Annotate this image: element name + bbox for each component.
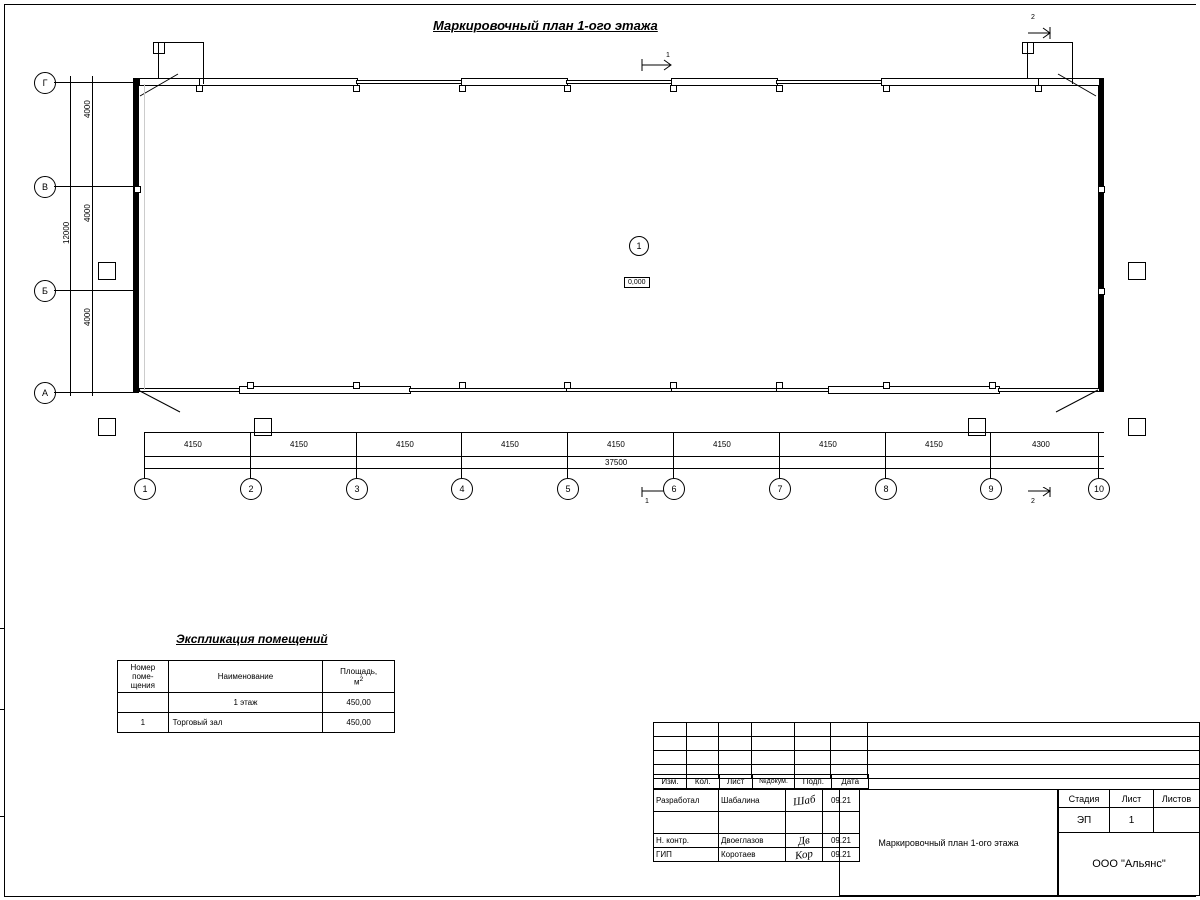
section-mark-1-top — [640, 56, 674, 76]
dim-chain-h-2 — [144, 456, 1104, 457]
explication-title: Экспликация помещений — [176, 632, 328, 646]
axis-circle-h-3: 4 — [451, 478, 473, 500]
axis-leader-h-8 — [990, 432, 991, 478]
stamp-col-podp: Подп. — [795, 775, 832, 789]
wall-left — [133, 78, 139, 392]
corner-detail-tl — [153, 42, 165, 54]
section-mark-1-bottom-label: 1 — [645, 498, 649, 505]
column-mark-right-mid2 — [1098, 288, 1105, 295]
explication-row0-num — [118, 693, 169, 713]
dim-v-2: 4000 — [83, 308, 92, 326]
explication-row1-name: Торговый зал — [168, 713, 323, 733]
axis-circle-h-5: 6 — [663, 478, 685, 500]
explication-row1-num: 1 — [118, 713, 169, 733]
frame-bottom — [4, 896, 1196, 897]
explication-row1-area: 450,00 — [323, 713, 395, 733]
explication-header-area — [323, 661, 395, 693]
axis-leader-h-9 — [1098, 432, 1099, 478]
stamp-name-1: Двоеглазов — [719, 834, 786, 848]
table-row — [118, 693, 395, 713]
stamp-sheets-label: Листов — [1161, 793, 1192, 804]
stamp-sheet-label-cell — [1110, 789, 1154, 808]
stamp-col-list: Лист — [719, 775, 752, 789]
axis-line-v-0 — [54, 82, 139, 83]
stamp-name-2: Коротаев — [719, 848, 786, 862]
column-mark-t2 — [353, 85, 360, 92]
column-mark-b6 — [776, 382, 783, 389]
dim-h-8: 4300 — [1032, 440, 1050, 449]
margin-tick-2 — [0, 709, 5, 710]
explication-row0-area: 450,00 — [323, 693, 395, 713]
frame-top — [4, 4, 1196, 5]
section-mark-2-top-label: 2 — [1031, 14, 1035, 21]
marker-right-mid — [1128, 262, 1146, 280]
marker-bottom-right — [1128, 418, 1146, 436]
axis-leader-h-0 — [144, 432, 145, 478]
dim-h-3: 4150 — [501, 440, 519, 449]
column-mark-b2 — [353, 382, 360, 389]
stamp-sheets-label-cell — [1154, 789, 1200, 808]
axis-circle-v-0: Г — [34, 72, 56, 94]
axis-circle-h-0: 1 — [134, 478, 156, 500]
column-mark-b7 — [883, 382, 890, 389]
stamp-date-2: 09.21 — [823, 848, 860, 862]
column-mark-left-mid — [134, 186, 141, 193]
explication-header-area-l1: Площадь, — [340, 666, 378, 676]
stamp-rev-row — [654, 751, 1200, 765]
column-mark-t7 — [883, 85, 890, 92]
axis-circle-h-2: 3 — [346, 478, 368, 500]
dim-h-5: 4150 — [713, 440, 731, 449]
stamp-sheet-title: Маркировочный план 1-ого этажа — [878, 837, 1019, 848]
explication-area-sup: 2 — [359, 675, 364, 683]
explication-header-area-l2 — [325, 676, 392, 687]
axis-line-v-3 — [54, 392, 139, 393]
column-mark-right-mid — [1098, 186, 1105, 193]
stamp-col-kol: Кол. — [686, 775, 719, 789]
stamp-sheets-value-cell — [1154, 808, 1200, 833]
dim-v-1: 4000 — [83, 204, 92, 222]
stamp-sign-1 — [786, 834, 823, 848]
stamp-company-cell — [1058, 833, 1200, 896]
margin-tick-3 — [0, 816, 5, 817]
stamp-stage-label: Стадия — [1068, 793, 1100, 804]
dim-h-4: 4150 — [607, 440, 625, 449]
explication-header-name: Наименование — [168, 661, 323, 693]
stamp-stage-cell — [1058, 789, 1110, 808]
stamp-name-0: Шабалина — [719, 790, 786, 812]
level-marker: 0,000 — [624, 277, 650, 288]
dim-chain-h-3 — [144, 468, 1104, 469]
dim-v-total: 12000 — [62, 221, 71, 244]
stamp-role-row — [654, 790, 860, 812]
stamp-role-1: Н. контр. — [654, 834, 719, 848]
axis-leader-h-2 — [356, 432, 357, 478]
entrance-marks — [130, 380, 1110, 420]
stamp-role-row — [654, 834, 860, 848]
stamp-company: ООО "Альянс" — [1092, 858, 1166, 870]
corner-lead-tl2 — [158, 42, 203, 43]
signature-mark: Кор — [794, 847, 814, 862]
stamp-col-ndok: №докум. — [752, 775, 795, 789]
stamp-date-0: 09.21 — [823, 790, 860, 812]
stamp-sheet-value: 1 — [1128, 814, 1135, 826]
section-mark-2-bottom-label: 2 — [1031, 498, 1035, 505]
stamp-role-row — [654, 812, 860, 834]
axis-leader-h-6 — [779, 432, 780, 478]
stamp-sign-2 — [786, 848, 823, 862]
column-mark-b5 — [670, 382, 677, 389]
stamp-stage-value-cell — [1058, 808, 1110, 833]
axis-line-v-2 — [54, 290, 139, 291]
marker-bottom-left — [98, 418, 116, 436]
axis-circle-h-1: 2 — [240, 478, 262, 500]
axis-circle-v-1: В — [34, 176, 56, 198]
stamp-header — [653, 774, 1200, 789]
marker-bottom-9 — [968, 418, 986, 436]
dim-h-0: 4150 — [184, 440, 202, 449]
margin-tick-1 — [0, 628, 5, 629]
stamp-sign-0 — [786, 790, 823, 812]
column-mark-t5 — [670, 85, 677, 92]
dim-v-0: 4000 — [83, 100, 92, 118]
stamp-rev-row — [654, 737, 1200, 751]
dim-h-total: 37500 — [605, 458, 628, 467]
plan-title: Маркировочный план 1-ого этажа — [433, 18, 658, 33]
column-mark-t4 — [564, 85, 571, 92]
stamp-stage-value: ЭП — [1076, 814, 1092, 826]
column-mark-b8 — [989, 382, 996, 389]
wall-right — [1098, 78, 1104, 392]
explication-header-num — [118, 661, 169, 693]
column-mark-t1 — [196, 85, 203, 92]
explication-header-row — [118, 661, 395, 693]
explication-area-unit: м — [354, 677, 360, 687]
stamp-sheet-title-cell — [839, 789, 1058, 896]
axis-circle-h-9: 10 — [1088, 478, 1110, 500]
axis-line-v-1 — [54, 186, 139, 187]
axis-circle-v-2: Б — [34, 280, 56, 302]
stamp-revision-grid — [653, 722, 1200, 779]
dim-h-2: 4150 — [396, 440, 414, 449]
stamp-col-izm: Изм. — [654, 775, 687, 789]
stamp-role-2: ГИП — [654, 848, 719, 862]
explication-header-num-l3: щения — [130, 681, 155, 690]
marker-left-mid — [98, 262, 116, 280]
dim-chain-h-1 — [144, 432, 1104, 433]
axis-leader-h-5 — [673, 432, 674, 478]
stamp-role-0: Разработал — [654, 790, 719, 812]
stamp-signature-block — [653, 789, 860, 862]
stamp-role-row — [654, 848, 860, 862]
axis-leader-h-3 — [461, 432, 462, 478]
explication-table — [117, 660, 395, 733]
column-mark-t3 — [459, 85, 466, 92]
axis-leader-h-4 — [567, 432, 568, 478]
axis-circle-h-8: 9 — [980, 478, 1002, 500]
section-mark-1-top-label: 1 — [666, 52, 670, 59]
marker-bottom-2 — [254, 418, 272, 436]
signature-mark: Дв — [797, 833, 811, 848]
stamp-date-1: 09.21 — [823, 834, 860, 848]
column-mark-b4 — [564, 382, 571, 389]
dim-chain-v — [92, 76, 93, 396]
grid-col-1 — [144, 84, 145, 390]
column-mark-t6 — [776, 85, 783, 92]
table-row — [118, 713, 395, 733]
column-mark-b3 — [459, 382, 466, 389]
signature-mark: Шаб — [792, 792, 816, 809]
entrance-marks-top — [130, 60, 1110, 100]
explication-row0-name: 1 этаж — [168, 693, 323, 713]
dim-h-7: 4150 — [925, 440, 943, 449]
explication-header-num-l1: Номер — [130, 663, 156, 672]
stamp-col-data: Дата — [832, 775, 869, 789]
stamp-sheet-label: Лист — [1121, 793, 1142, 804]
dim-h-6: 4150 — [819, 440, 837, 449]
column-mark-b1 — [247, 382, 254, 389]
axis-leader-h-1 — [250, 432, 251, 478]
axis-leader-h-7 — [885, 432, 886, 478]
room-number: 1 — [629, 236, 649, 256]
stamp-rev-row — [654, 723, 1200, 737]
section-mark-2-top — [1028, 26, 1056, 45]
axis-circle-v-3: А — [34, 382, 56, 404]
stamp-sheet-value-cell — [1110, 808, 1154, 833]
axis-circle-h-7: 8 — [875, 478, 897, 500]
explication-header-num-l2: поме- — [132, 672, 154, 681]
axis-circle-h-4: 5 — [557, 478, 579, 500]
column-mark-t8 — [1035, 85, 1042, 92]
frame-left — [4, 4, 5, 896]
axis-circle-h-6: 7 — [769, 478, 791, 500]
stamp-header-row — [654, 775, 1200, 789]
dim-h-1: 4150 — [290, 440, 308, 449]
